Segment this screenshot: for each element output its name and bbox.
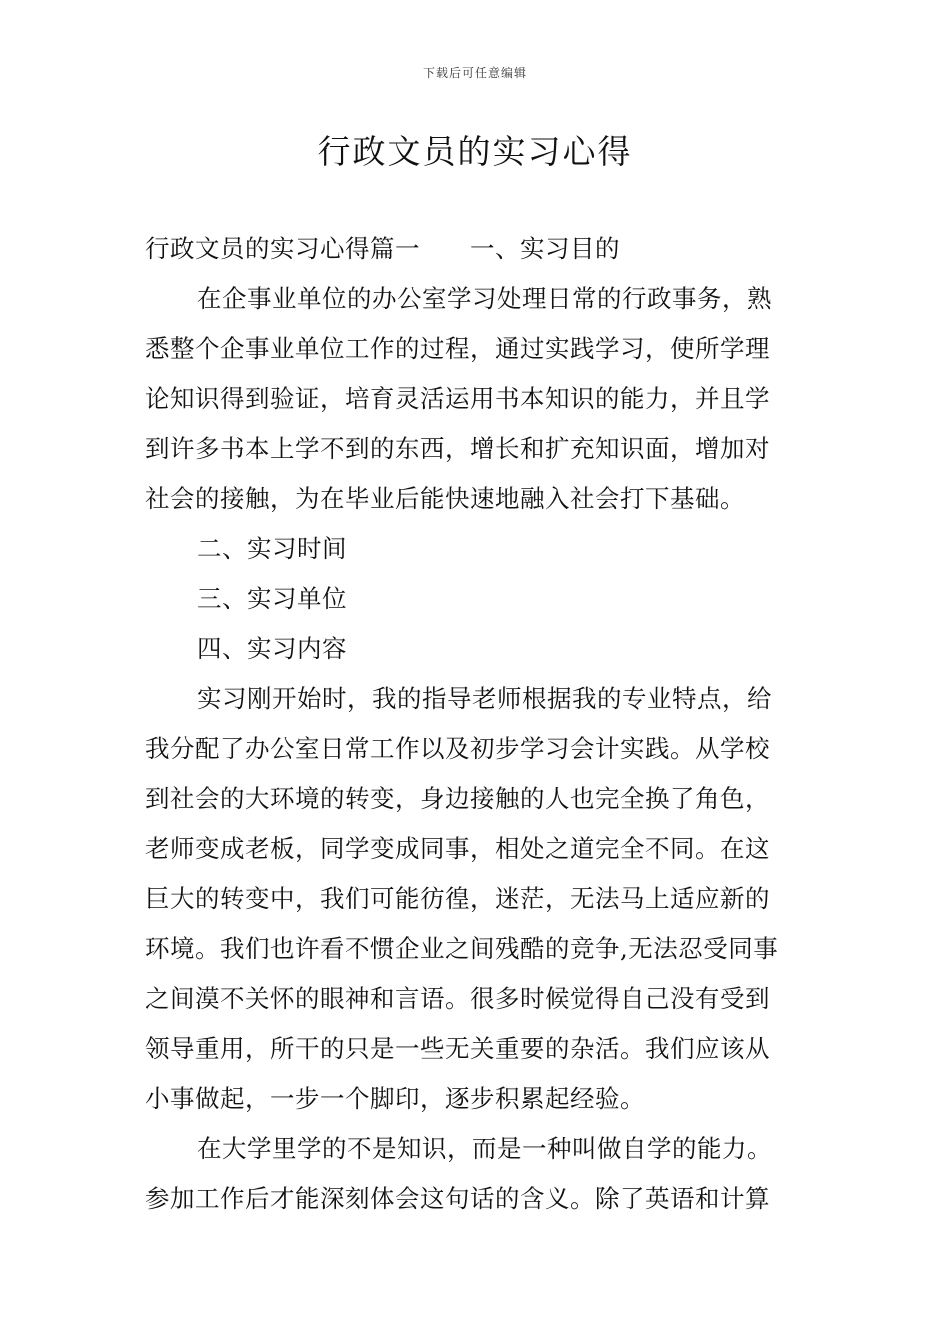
- intro-line: [145, 224, 807, 274]
- paragraph-line: 领导重用，所干的只是一些无关重要的杂活。我们应该从: [145, 1034, 770, 1063]
- paragraph-line: 到许多书本上学不到的东西，增长和扩充知识面，增加对: [145, 434, 770, 463]
- subsection-heading-3: 三、实习单位: [197, 584, 347, 613]
- subsection-heading-2: 二、实习时间: [197, 534, 347, 563]
- section-heading: 行政文员的实习心得篇一: [145, 234, 420, 263]
- paragraph-line: 小事做起，一步一个脚印，逐步积累起经验。: [145, 1084, 645, 1113]
- subsection-heading-4: 四、实习内容: [197, 634, 347, 663]
- paragraph-line: 论知识得到验证，培育灵活运用书本知识的能力，并且学: [145, 384, 770, 413]
- paragraph-line: 悉整个企事业单位工作的过程，通过实践学习，使所学理: [145, 334, 770, 363]
- paragraph-line: 在企事业单位的办公室学习处理日常的行政事务，熟: [197, 284, 772, 313]
- document-title: 行政文员的实习心得: [317, 132, 633, 171]
- subsection-heading-1: 一、实习目的: [470, 234, 620, 263]
- document-body: [145, 224, 807, 1224]
- paragraph-line: 之间漠不关怀的眼神和言语。很多时候觉得自己没有受到: [145, 984, 770, 1013]
- paragraph-line: 我分配了办公室日常工作以及初步学习会计实践。从学校: [145, 734, 770, 763]
- paragraph-line: 到社会的大环境的转变，身边接触的人也完全换了角色，: [145, 784, 770, 813]
- paragraph-line: 社会的接触，为在毕业后能快速地融入社会打下基础。: [145, 484, 745, 513]
- paragraph-line: 环境。我们也许看不惯企业之间残酷的竞争,无法忍受同事: [145, 934, 779, 963]
- header-note: 下载后可任意编辑: [422, 66, 527, 80]
- paragraph-line: 在大学里学的不是知识，而是一种叫做自学的能力。: [197, 1134, 772, 1163]
- paragraph-line: 巨大的转变中，我们可能彷徨，迷茫，无法马上适应新的: [145, 884, 770, 913]
- paragraph-line: 参加工作后才能深刻体会这句话的含义。除了英语和计算: [145, 1184, 770, 1213]
- paragraph-line: 实习刚开始时，我的指导老师根据我的专业特点，给: [197, 684, 772, 713]
- paragraph-line: 老师变成老板，同学变成同事，相处之道完全不同。在这: [145, 834, 770, 863]
